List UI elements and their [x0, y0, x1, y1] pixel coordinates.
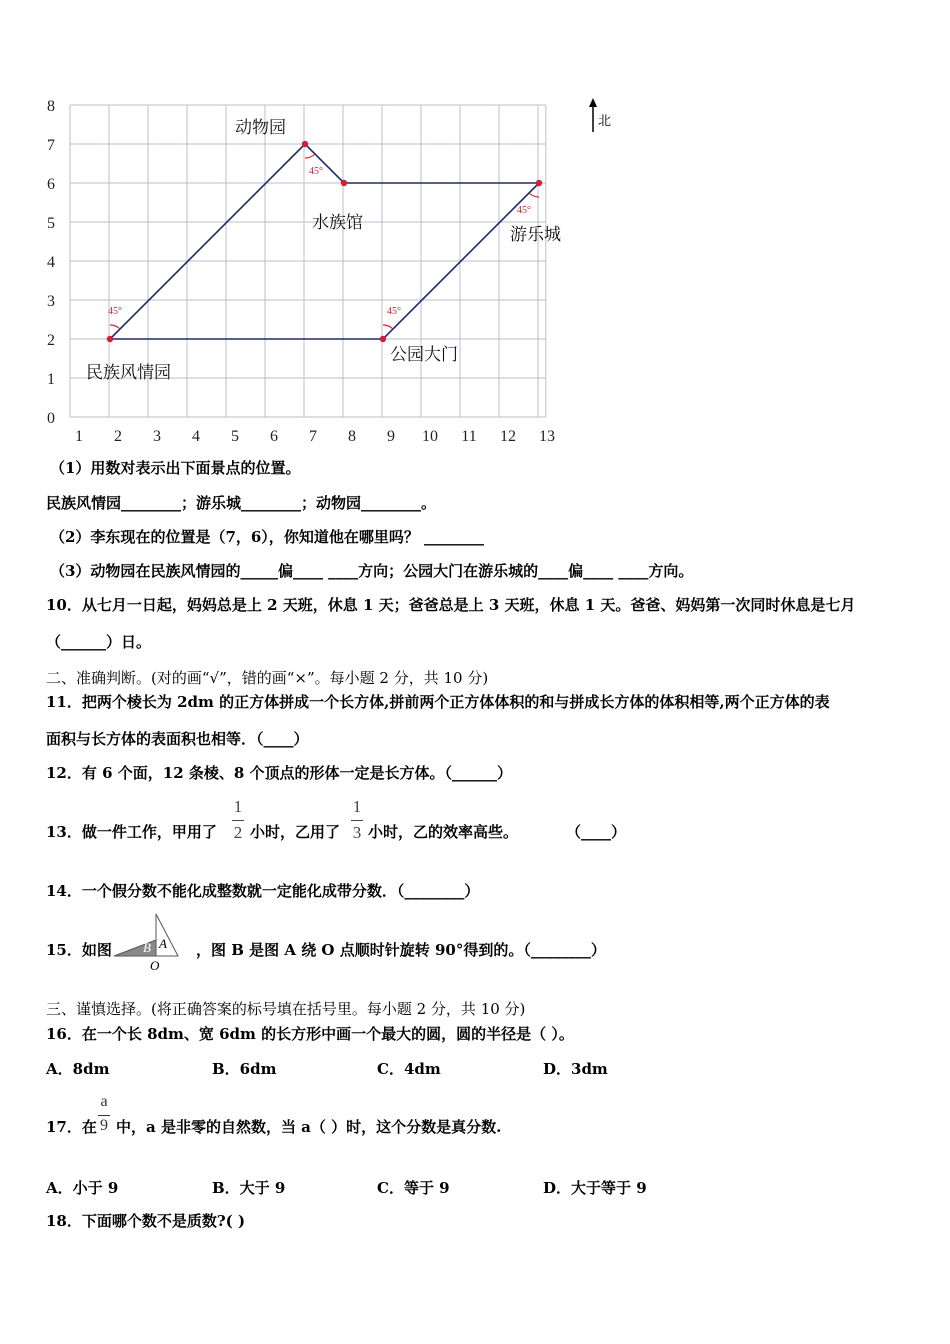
route-lines — [110, 144, 539, 339]
place-point — [341, 180, 347, 186]
section3-heading: 三、谨慎选择。(将正确答案的标号填在括号里。每小题 2 分，共 10 分) — [46, 1000, 526, 1018]
place-points — [107, 141, 542, 342]
y-tick-label: 3 — [47, 293, 55, 310]
q16-stem: 16．在一个长 8dm、宽 6dm 的长方形中画一个最大的圆，圆的半径是（ ）。 — [46, 1025, 574, 1043]
q15-text-b: ，图 B 是图 A 绕 O 点顺时针旋转 90°得到的。（________） — [196, 941, 606, 959]
q17-frac-denominator: 9 — [100, 1117, 108, 1134]
y-tick-label: 5 — [47, 215, 55, 232]
north-label: 北 — [598, 114, 612, 129]
q13-answer-blank: （____） — [566, 823, 627, 841]
q13-text-a: 13．做一件工作，甲用了 — [46, 823, 217, 841]
x-tick-label: 5 — [231, 428, 239, 445]
q13-text-b: 小时，乙用了 — [250, 823, 341, 841]
x-tick-label: 2 — [114, 428, 122, 445]
q16-option-d[interactable]: D．3dm — [543, 1060, 608, 1078]
label-aquarium: 水族馆 — [312, 213, 363, 233]
y-tick-label: 2 — [47, 332, 55, 349]
figure-b-label: B — [143, 940, 151, 955]
angle-arcs — [108, 154, 539, 329]
place-point — [302, 141, 308, 147]
angle-label: 45° — [387, 306, 401, 317]
q17-option-c[interactable]: C．等于 9 — [377, 1179, 450, 1197]
angle-arc — [110, 325, 120, 329]
q10-line2: （______）日。 — [46, 633, 152, 651]
q11-line2: 面积与长方体的表面积也相等．（____） — [46, 730, 309, 748]
y-tick-label: 1 — [47, 371, 55, 388]
label-park-gate: 公园大门 — [390, 345, 458, 365]
q13-frac1-bar — [232, 820, 244, 821]
x-tick-label: 10 — [422, 428, 438, 445]
route-path — [110, 144, 539, 339]
place-point — [380, 336, 386, 342]
x-tick-label: 1 — [75, 428, 83, 445]
x-tick-label: 4 — [192, 428, 200, 445]
x-tick-label: 6 — [270, 428, 278, 445]
q15-text-a: 15．如图 — [46, 941, 112, 959]
place-point — [536, 180, 542, 186]
q16-option-a[interactable]: A．8dm — [46, 1060, 110, 1078]
q9-part1: （1）用数对表示出下面景点的位置。 — [50, 459, 301, 477]
q17-text-a: 17．在 — [46, 1118, 97, 1136]
q17-option-a[interactable]: A．小于 9 — [46, 1179, 119, 1197]
q13-frac2-numerator: 1 — [352, 797, 362, 816]
q13-frac1-numerator: 1 — [233, 797, 243, 816]
place-point — [107, 336, 113, 342]
q14: 14．一个假分数不能化成整数就一定能化成带分数．（________） — [46, 882, 480, 900]
angle-label: 45° — [517, 205, 531, 216]
q16-option-c[interactable]: C．4dm — [377, 1060, 441, 1078]
y-tick-label: 6 — [47, 176, 55, 193]
figure-o-label: O — [150, 958, 160, 972]
q17-frac-numerator: a — [100, 1093, 108, 1110]
y-tick-label: 0 — [47, 410, 55, 427]
coordinate-grid-figure — [40, 95, 620, 455]
q17-text-b: 中，a 是非零的自然数，当 a（ ）时，这个分数是真分数. — [116, 1118, 502, 1136]
q13-text-c: 小时，乙的效率高些。 — [368, 823, 519, 841]
y-tick-label: 8 — [47, 98, 55, 115]
x-axis-ticks — [75, 428, 555, 445]
q10-line1: 10．从七月一日起，妈妈总是上 2 天班，休息 1 天；爸爸总是上 3 天班，休息 1 天。爸爸、妈妈第一次同时休息是七月 — [46, 596, 856, 614]
q17-option-b[interactable]: B．大于 9 — [212, 1179, 286, 1197]
x-tick-label: 3 — [153, 428, 161, 445]
x-tick-label: 11 — [461, 428, 477, 445]
q17-frac-bar — [98, 1115, 110, 1116]
x-tick-label: 8 — [348, 428, 356, 445]
angle-arc — [383, 325, 393, 329]
q16-option-b[interactable]: B．6dm — [212, 1060, 277, 1078]
q13-frac2-bar — [351, 820, 363, 821]
q13-frac1-denominator: 2 — [233, 823, 243, 842]
q12: 12．有 6 个面，12 条棱、8 个顶点的形体一定是长方体。（______） — [46, 764, 513, 782]
rotation-figure — [112, 912, 192, 972]
angle-label: 45° — [108, 306, 122, 317]
label-zoo: 动物园 — [235, 118, 286, 138]
angle-label: 45° — [309, 166, 323, 177]
figure-a-label: A — [159, 936, 167, 951]
q9-part2: （2）李东现在的位置是（7，6），你知道他在哪里吗？ ________ — [50, 528, 485, 546]
q17-option-d[interactable]: D．大于等于 9 — [543, 1179, 647, 1197]
q9-part3: （3）动物园在民族风情园的_____偏____ ____方向；公园大门在游乐城的____偏____ ____方向。 — [50, 562, 694, 580]
y-tick-label: 7 — [47, 137, 55, 154]
section2-heading: 二、准确判断。(对的画“√”，错的画“×”。每小题 2 分，共 10 分) — [46, 669, 489, 687]
x-tick-label: 9 — [387, 428, 395, 445]
x-tick-label: 12 — [500, 428, 516, 445]
q18: 18．下面哪个数不是质数?( ) — [46, 1212, 246, 1230]
label-amusement: 游乐城 — [510, 225, 561, 245]
y-axis-ticks — [47, 98, 55, 427]
angle-arc — [305, 154, 315, 158]
q13-frac2-denominator: 3 — [352, 823, 362, 842]
q11-line1: 11．把两个棱长为 2dm 的正方体拼成一个长方体,拼前两个正方体体积的和与拼成长方体的体积相等,两个正方体的表 — [46, 693, 830, 711]
x-tick-label: 13 — [539, 428, 555, 445]
north-arrowhead-icon — [589, 98, 597, 107]
x-tick-label: 7 — [309, 428, 317, 445]
y-tick-label: 4 — [47, 254, 55, 271]
label-ethnic-park: 民族风情园 — [86, 363, 171, 383]
q9-part1-blanks: 民族风情园________；游乐城________；动物园________。 — [46, 494, 437, 512]
